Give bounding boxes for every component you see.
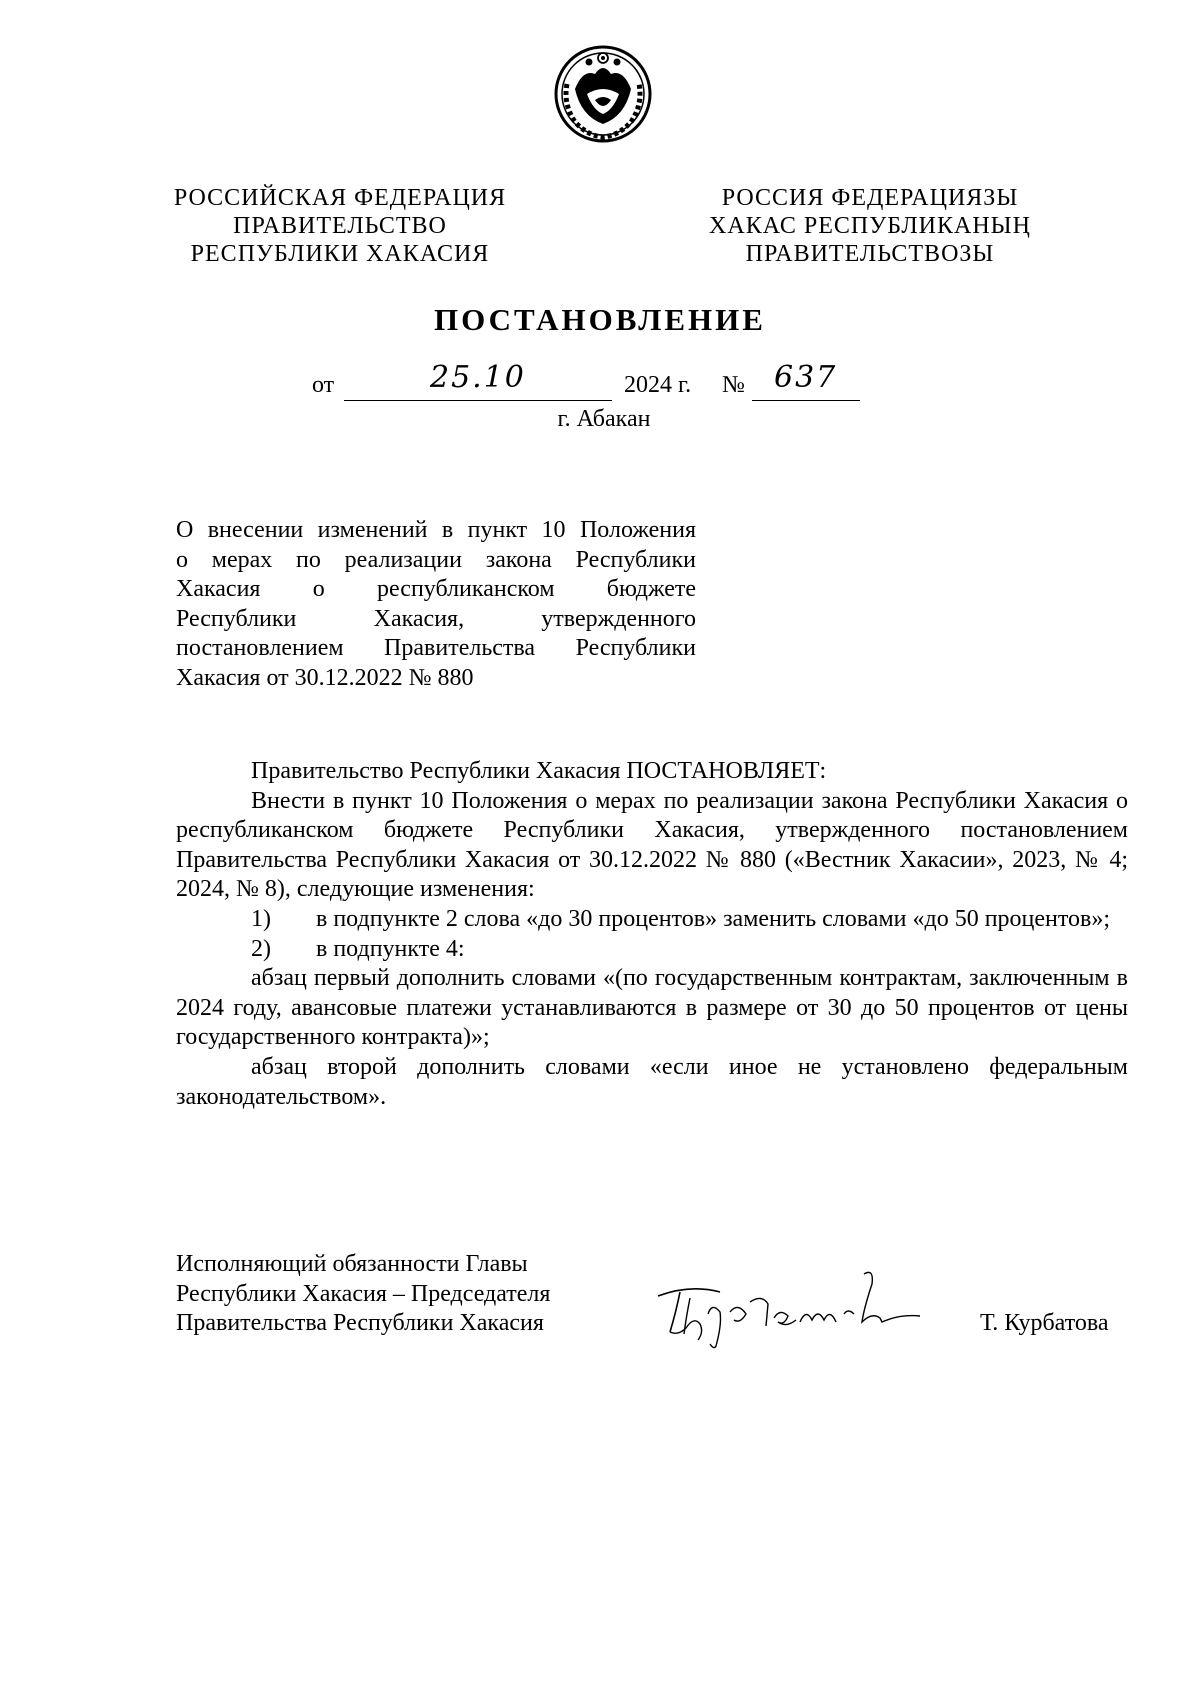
decree-statement: Правительство Республики Хакасия ПОСТАНОВЛЯЕТ: xyxy=(251,758,827,784)
item-2-text: в подпункте 4: xyxy=(316,935,465,962)
subject-line-1: О внесении изменений в пункт 10 Положения xyxy=(176,517,696,543)
subject-line-4: Республики Хакасия, утвержденного xyxy=(176,605,696,632)
coat-of-arms-emblem xyxy=(553,44,653,144)
header-khakas xyxy=(685,184,1055,268)
year-label: 2024 г. xyxy=(624,372,692,398)
header-russian xyxy=(160,184,520,268)
subject-line-2: о мерах по реализации закона Республики xyxy=(176,546,696,573)
item-2-number: 2) xyxy=(251,935,271,962)
header-left-line-2: ПРАВИТЕЛЬСТВО xyxy=(233,213,447,239)
subject-line-5: постановлением Правительства Республики xyxy=(176,635,696,661)
paragraph-second-amendment: абзац второй дополнить словами «если иное не установлено федеральным законодательством». xyxy=(176,1053,1128,1110)
intro-paragraph: Внести в пункт 10 Положения о мерах по реализации закона Республики Хакасия о республиканском бюджете Республики Хакасия, утвержденного постановлением Правительства Республики Хакасия от 30.12.2022 № 880 («Вестник Хакасии», 2023, № 4; 2024, № 8), следующие изменения: xyxy=(176,787,1128,903)
document-title: ПОСТАНОВЛЕНИЕ xyxy=(434,302,766,337)
signer-name: Т. Курбатова xyxy=(980,1310,1109,1336)
number-label: № xyxy=(722,372,745,398)
signer-position xyxy=(176,1250,550,1339)
item-2 xyxy=(176,935,1128,965)
number-underline xyxy=(752,400,860,401)
item-1-text: в подпункте 2 слова «до 30 процентов» заменить словами «до 50 процентов»; xyxy=(316,905,1111,932)
header-right-line-2: ХАКАС РЕСПУБЛИКАНЫҢ xyxy=(709,213,1031,239)
city-label: г. Абакан xyxy=(557,406,651,432)
subject-line-3: Хакасия о республиканском бюджете xyxy=(176,576,696,602)
paragraph-first-amendment: абзац первый дополнить словами «(по государственным контрактам, заключенным в 2024 году, авансовые платежи устанавливаются в размере от 30 до 50 процентов от цены государственного контракта)»; xyxy=(176,965,1128,1051)
subject-block xyxy=(176,516,696,693)
item-1 xyxy=(176,905,1128,935)
header-left-line-1: РОССИЙСКАЯ ФЕДЕРАЦИЯ xyxy=(173,185,507,211)
header-right-line-3: ПРАВИТЕЛЬСТВОЗЫ xyxy=(745,241,995,267)
handwritten-date: 25.10 xyxy=(430,360,526,395)
handwritten-signature xyxy=(650,1262,930,1352)
header-right-line-1: РОССИЯ ФЕДЕРАЦИЯЗЫ xyxy=(721,185,1019,211)
handwritten-number: 637 xyxy=(774,360,838,395)
signer-position-line-2: Республики Хакасия – Председателя xyxy=(176,1280,551,1307)
signer-position-line-3: Правительства Республики Хакасия xyxy=(176,1310,544,1336)
header-left-line-3: РЕСПУБЛИКИ ХАКАСИЯ xyxy=(190,241,490,267)
document-body xyxy=(176,757,1128,1112)
date-underline xyxy=(344,400,612,401)
from-label: от xyxy=(312,372,335,398)
item-1-number: 1) xyxy=(251,905,271,932)
subject-line-6: Хакасия от 30.12.2022 № 880 xyxy=(176,664,474,691)
signer-position-line-1: Исполняющий обязанности Главы xyxy=(176,1251,528,1277)
